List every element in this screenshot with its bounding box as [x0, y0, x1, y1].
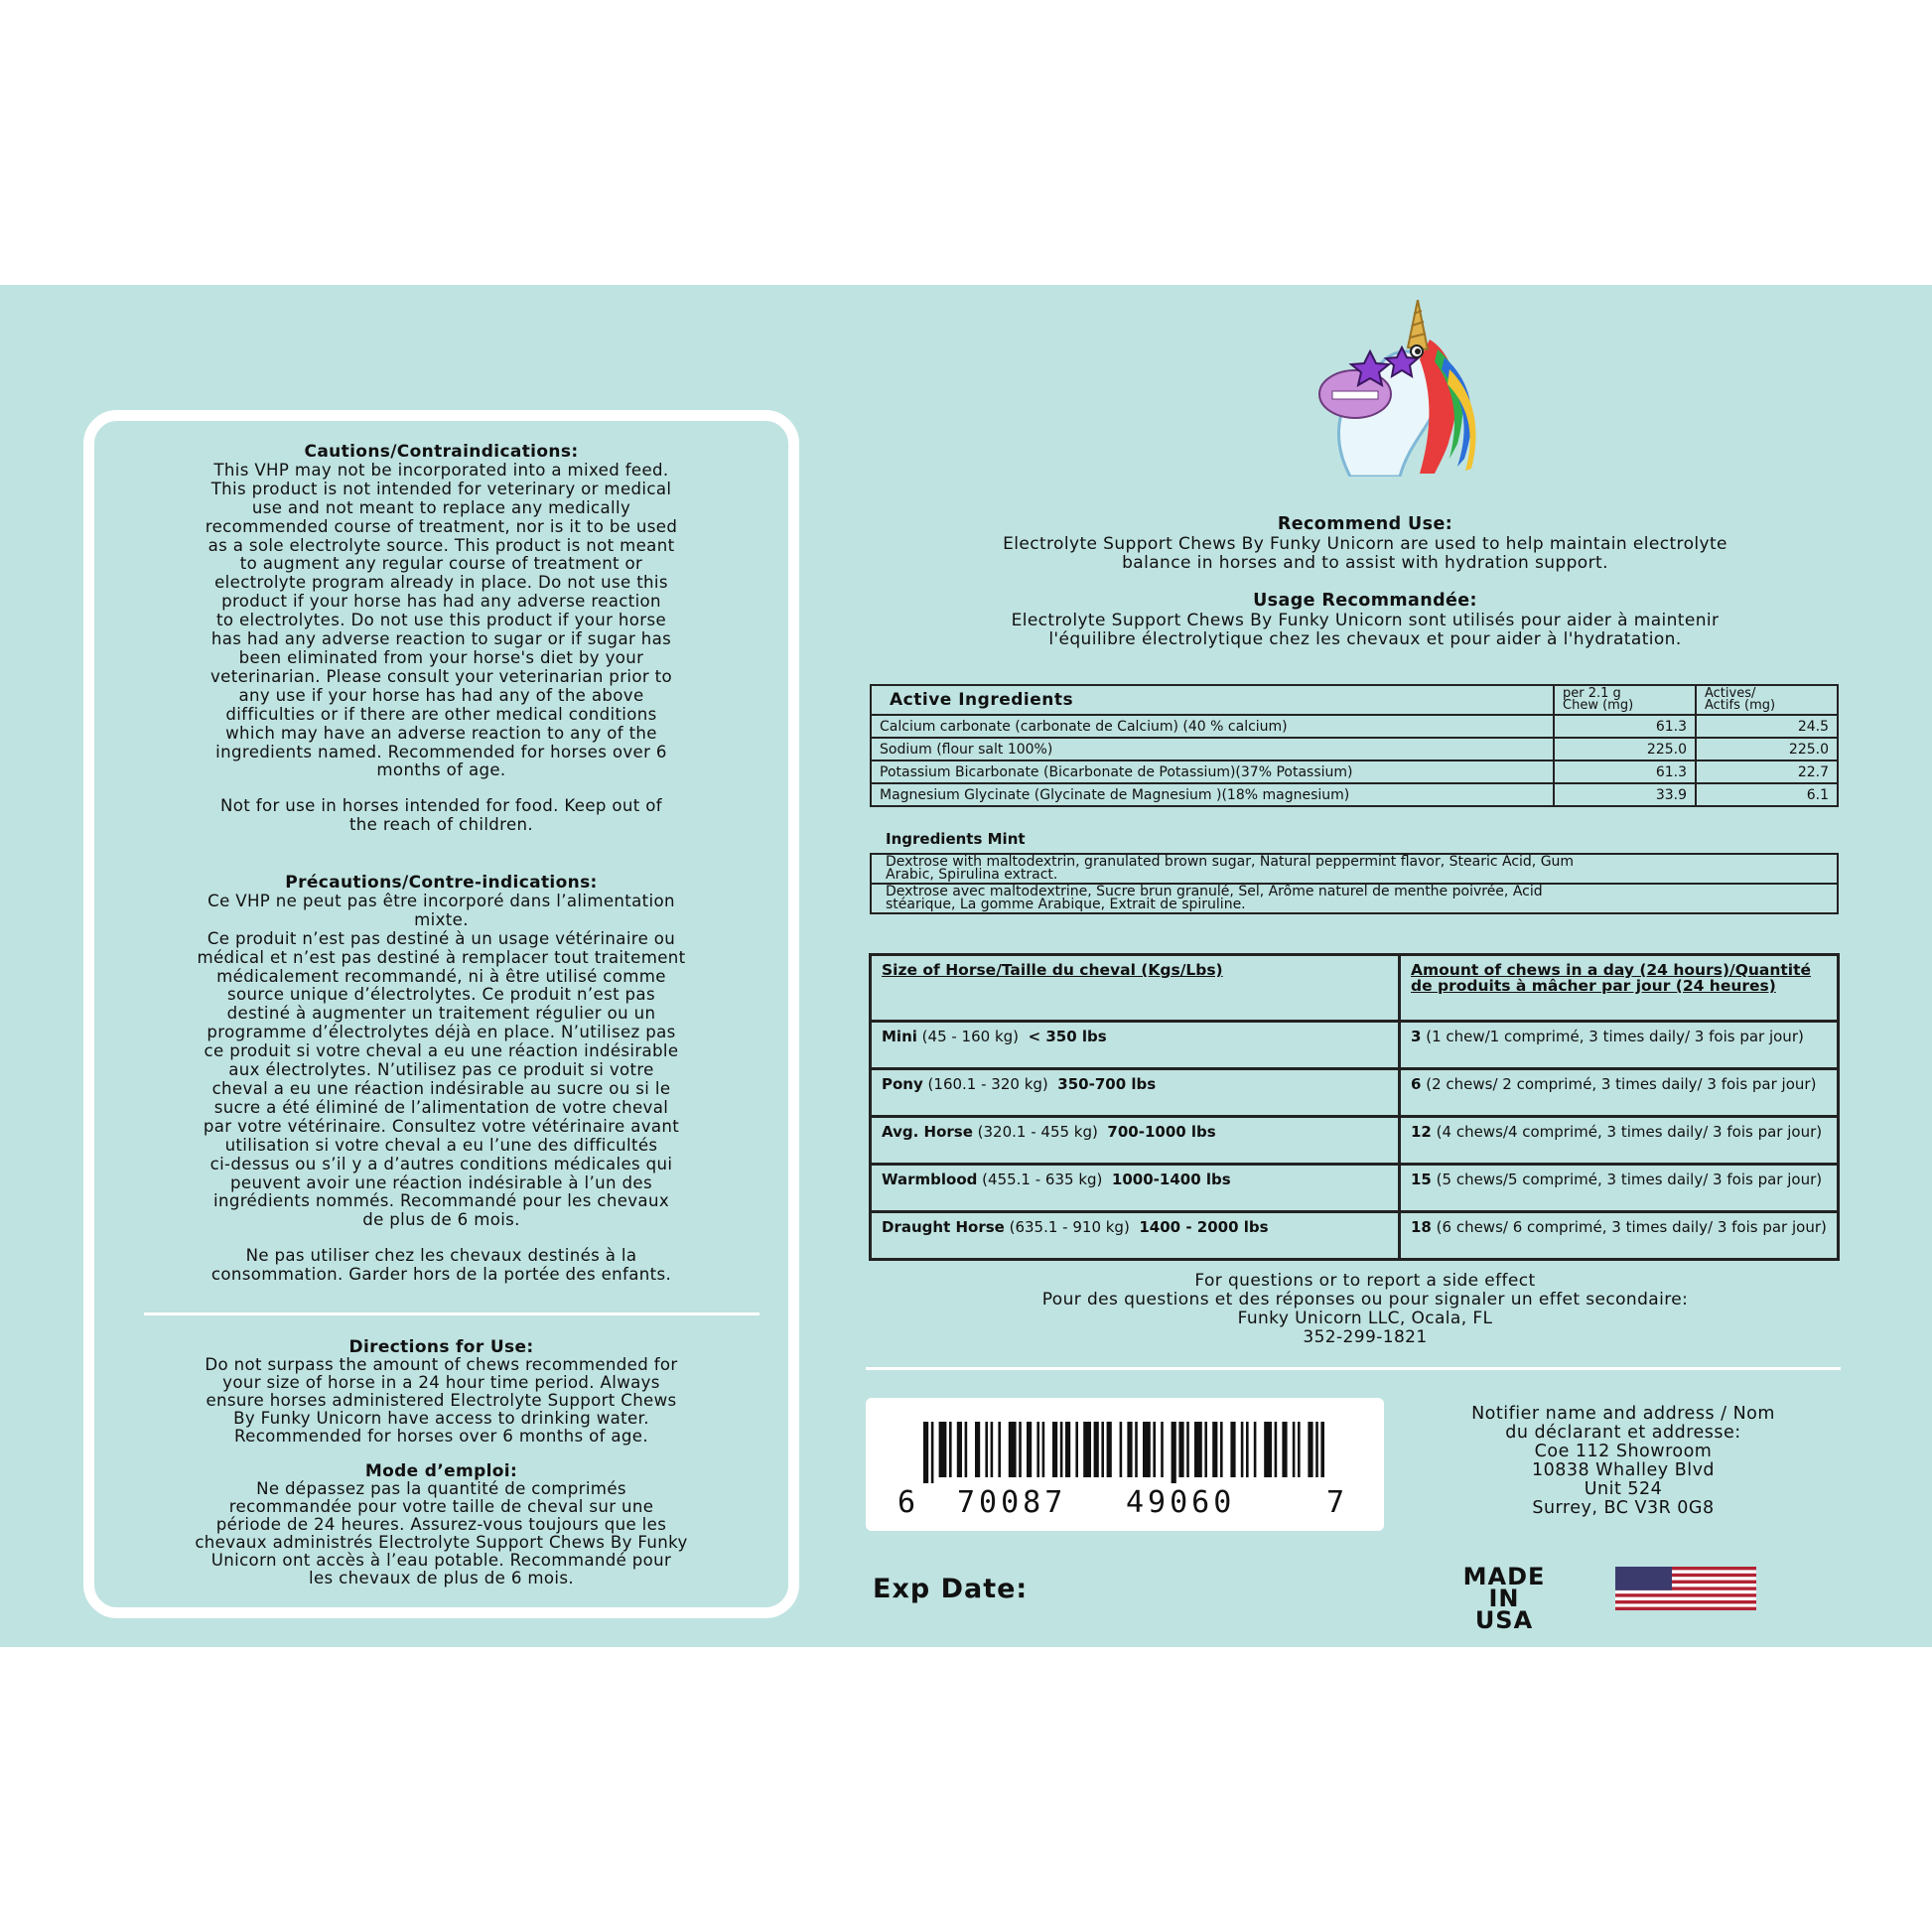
directions-en-heading: Directions for Use: [348, 1337, 534, 1357]
text-line: any use if your horse has had any of the above [238, 685, 644, 705]
table-row [871, 854, 1838, 884]
text-line: to augment any regular course of treatment or [239, 554, 643, 574]
chews-amount-cell: 6 (2 chews/ 2 comprimé, 3 times daily/ 3 fois par jour) [1400, 1069, 1839, 1117]
barcode-digit-group: 7 [1326, 1485, 1349, 1520]
directions-en-section [131, 1338, 752, 1446]
unicorn-mascot-icon [1291, 300, 1479, 477]
text-line: use and not meant to replace any medically [251, 497, 631, 517]
horse-size-header: Size of Horse/Taille du cheval (Kgs/Lbs) [871, 955, 1400, 1022]
chews-amount-header: Amount of chews in a day (24 hours)/Quantité de produits à mâcher par jour (24 heures) [1400, 955, 1839, 1022]
usa-word: USA [1474, 1606, 1534, 1634]
text-line: This product is not intended for veterinary or medical [210, 479, 672, 498]
notifier-text [1425, 1405, 1822, 1518]
text-line: Ne dépassez pas la quantité de comprimés [256, 1479, 626, 1498]
table-row [871, 1212, 1839, 1260]
text-line: Funky Unicorn LLC, Ocala, FL [1237, 1309, 1493, 1328]
text-line: aux électrolytes. N’utilisez pas ce produit si votre [228, 1060, 654, 1080]
text-line: l'équilibre électrolytique chez les chevaux et pour aider à l'hydratation. [1048, 629, 1682, 649]
notifier-address [1425, 1405, 1822, 1518]
barcode-digit-group: 6 [897, 1485, 920, 1520]
ingredients-fr: Dextrose avec maltodextrine, Sucre brun granulé, Sel, Arôme naturel de menthe poivrée, Acid stéarique, La gomme Arabique, Extrait de spiruline. [871, 884, 1838, 913]
directions-en-text [131, 1356, 752, 1446]
text-line: 352-299-1821 [1303, 1327, 1428, 1347]
recommend-fr-heading: Usage Recommandée: [1253, 591, 1477, 611]
text-line: programme d’électrolytes déjà en place. N’utilisez pas [207, 1023, 676, 1042]
text-line: consommation. Garder hors de la portée des enfants. [210, 1265, 672, 1285]
text-line: balance in horses and to assist with hydration support. [1122, 553, 1608, 573]
cautions-fr-section [131, 874, 752, 1285]
text-line: electrolyte program already in place. Do not use this [214, 573, 668, 593]
text-line: which may have an adverse reaction to any of the [225, 723, 657, 743]
text-line: sucre a été éliminé de l’alimentation de votre cheval [213, 1097, 669, 1117]
table-row [871, 1069, 1839, 1117]
text-line: Recommended for horses over 6 months of age. [234, 1427, 648, 1446]
text-line: ci-dessus ou s’il y a d’autres conditions médicales qui [209, 1154, 673, 1173]
text-line: product if your horse has had any adverse reaction [221, 592, 661, 612]
table-row [871, 884, 1838, 913]
cautions-fr-warning [131, 1247, 752, 1285]
left-divider [144, 1312, 759, 1315]
table-row [871, 1022, 1839, 1069]
per-chew-header: per 2.1 g Chew (mg) [1554, 685, 1696, 715]
table-row [871, 760, 1838, 783]
ingredients-mint-title: Ingredients Mint [886, 830, 1026, 848]
text-line: veterinarian. Please consult your veterinarian prior to [210, 666, 672, 686]
text-line: Unit 524 [1584, 1479, 1663, 1499]
text-line: chevaux administrés Electrolyte Support Chews By Funky [195, 1533, 688, 1552]
cautions-fr-heading: Précautions/Contre-indications: [285, 873, 598, 893]
text-line: mixte. [414, 909, 469, 929]
chews-amount-cell: 12 (4 chews/4 comprimé, 3 times daily/ 3 fois par jour) [1400, 1117, 1839, 1165]
exp-date-label: Exp Date: [873, 1574, 1029, 1604]
text-line: Ce VHP ne peut pas être incorporé dans l’alimentation [207, 891, 675, 910]
active-ingredients-header-row [871, 685, 1838, 715]
text-line: par votre vétérinaire. Consultez votre vétérinaire avant [203, 1116, 680, 1136]
directions-fr-heading: Mode d’emploi: [364, 1461, 518, 1481]
cautions-en-text [131, 462, 752, 780]
table-row [871, 1165, 1839, 1212]
chews-amount-cell: 18 (6 chews/ 6 comprimé, 3 times daily/ 3 fois par jour) [1400, 1212, 1839, 1260]
made-word: MADE [1462, 1563, 1546, 1590]
barcode [866, 1398, 1384, 1531]
horse-size-cell: Warmblood (455.1 - 635 kg) 1000-1400 lbs [871, 1165, 1400, 1212]
horse-size-cell: Draught Horse (635.1 - 910 kg) 1400 - 2000 lbs [871, 1212, 1400, 1260]
table-row [871, 715, 1838, 738]
text-line: Surrey, BC V3R 0G8 [1532, 1498, 1715, 1518]
contact-section [874, 1272, 1857, 1347]
barcode-digit-group: 49060 [1126, 1485, 1236, 1520]
text-line: months of age. [376, 760, 506, 780]
text-line: By Funky Unicorn have access to drinking water. [233, 1409, 649, 1428]
cautions-en-warning [131, 797, 752, 835]
text-line: ingredients named. Recommended for horses over 6 [215, 742, 667, 761]
recommend-en-heading: Recommend Use: [1277, 514, 1453, 534]
horse-size-cell: Avg. Horse (320.1 - 455 kg) 700-1000 lbs [871, 1117, 1400, 1165]
text-line: For questions or to report a side effect [1194, 1271, 1536, 1291]
recommend-fr-section [874, 592, 1857, 650]
text-line: the reach of children. [348, 815, 534, 835]
ingredients-en: Dextrose with maltodextrin, granulated brown sugar, Natural peppermint flavor, Stearic Acid, Gum Arabic, Spirulina extract. [871, 854, 1838, 884]
text-line: peuvent avoir une réaction indésirable à l’un des [230, 1173, 652, 1192]
table-row [871, 738, 1838, 760]
text-line: to electrolytes. Do not use this product if your horse [215, 611, 667, 630]
text-line: Ne pas utiliser chez les chevaux destinés à la [245, 1246, 637, 1266]
text-line: Coe 112 Showroom [1534, 1442, 1713, 1461]
ingredient-name: Potassium Bicarbonate (Bicarbonate de Potassium)(37% Potassium) [871, 760, 1554, 783]
text-line: ingrédients nommés. Recommandé pour les chevaux [213, 1191, 669, 1211]
text-line: recommandée pour votre taille de cheval sur une [228, 1497, 654, 1516]
per-chew-value: 225.0 [1554, 738, 1696, 760]
text-line: du déclarant et addresse: [1505, 1423, 1741, 1443]
text-line: utilisation si votre cheval a eu l’une des difficultés [224, 1135, 658, 1155]
active-ingredients-table [870, 684, 1839, 807]
in-word: IN [1488, 1585, 1520, 1612]
cautions-en-heading: Cautions/Contraindications: [304, 442, 579, 462]
text-line: Pour des questions et des réponses ou pour signaler un effet secondaire: [1041, 1290, 1689, 1310]
cautions-en-section [131, 443, 752, 835]
text-line: your size of horse in a 24 hour time period. Always [222, 1373, 660, 1392]
text-line: Notifier name and address / Nom [1471, 1404, 1775, 1424]
text-line: destiné à augmenter un traitement régulier ou un [226, 1004, 656, 1024]
text-line: cheval a eu une réaction indésirable au sucre ou si le [211, 1078, 671, 1098]
active-ingredients-title: Active Ingredients [871, 685, 1554, 715]
actives-value: 24.5 [1696, 715, 1838, 738]
table-row [871, 1117, 1839, 1165]
ingredient-name: Sodium (flour salt 100%) [871, 738, 1554, 760]
table-row [871, 783, 1838, 806]
dosage-header-row [871, 955, 1839, 1022]
barcode-digit-group: 70087 [957, 1485, 1067, 1520]
directions-fr-text [131, 1480, 752, 1587]
horse-size-cell: Pony (160.1 - 320 kg) 350-700 lbs [871, 1069, 1400, 1117]
actives-value: 225.0 [1696, 738, 1838, 760]
text-line: de plus de 6 mois. [362, 1210, 520, 1230]
text-line: been eliminated from your horse's diet by your [238, 647, 644, 667]
recommend-en-text [874, 535, 1857, 574]
text-line: Unicorn ont accès à l’eau potable. Recommandé pour [210, 1551, 672, 1570]
text-line: 10838 Whalley Blvd [1531, 1460, 1716, 1480]
text-line: Electrolyte Support Chews By Funky Unicorn are used to help maintain electrolyte [1003, 533, 1727, 554]
contact-text [874, 1272, 1857, 1347]
usa-flag-icon [1615, 1567, 1756, 1610]
ingredients-mint-table [870, 853, 1839, 914]
text-line: as a sole electrolyte source. This product is not meant [207, 535, 675, 555]
recommend-fr-text [874, 612, 1857, 650]
actives-header: Actives/ Actifs (mg) [1696, 685, 1838, 715]
dosage-table [869, 953, 1840, 1261]
actives-value: 22.7 [1696, 760, 1838, 783]
made-in-usa-label [1442, 1563, 1567, 1634]
text-line: médical et n’est pas destiné à remplacer tout traitement [197, 947, 686, 967]
text-line: ensure horses administered Electrolyte Support Chews [206, 1391, 677, 1410]
directions-fr-section [131, 1462, 752, 1587]
actives-value: 6.1 [1696, 783, 1838, 806]
per-chew-value: 61.3 [1554, 760, 1696, 783]
text-line: difficulties or if there are other medical conditions [225, 704, 657, 724]
text-line: Electrolyte Support Chews By Funky Unicorn sont utilisés pour aider à maintenir [1011, 610, 1720, 630]
horse-size-cell: Mini (45 - 160 kg) < 350 lbs [871, 1022, 1400, 1069]
cautions-fr-text [131, 893, 752, 1230]
text-line: source unique d’électrolytes. Ce produit n’est pas [227, 985, 655, 1005]
ingredient-name: Calcium carbonate (carbonate de Calcium) (40 % calcium) [871, 715, 1554, 738]
recommend-en-section [874, 515, 1857, 574]
text-line: Ce produit n’est pas destiné à un usage vétérinaire ou [207, 928, 676, 948]
text-line: Not for use in horses intended for food. Keep out of [220, 796, 662, 816]
text-line: recommended course of treatment, nor is it to be used [205, 516, 678, 536]
text-line: Do not surpass the amount of chews recommended for [205, 1355, 678, 1374]
chews-amount-cell: 15 (5 chews/5 comprimé, 3 times daily/ 3 fois par jour) [1400, 1165, 1839, 1212]
text-line: ce produit si votre cheval a eu une réaction indésirable [204, 1041, 679, 1061]
text-line: les chevaux de plus de 6 mois. [309, 1569, 574, 1587]
text-line: médicalement recommandé, ni à être utilisé comme [216, 966, 666, 986]
right-divider [866, 1367, 1841, 1370]
per-chew-value: 61.3 [1554, 715, 1696, 738]
text-line: has had any adverse reaction to sugar or if sugar has [210, 629, 672, 649]
chews-amount-cell: 3 (1 chew/1 comprimé, 3 times daily/ 3 fois par jour) [1400, 1022, 1839, 1069]
barcode-bars-icon [923, 1422, 1324, 1483]
text-line: période de 24 heures. Assurez-vous toujours que les [215, 1515, 667, 1534]
ingredient-name: Magnesium Glycinate (Glycinate de Magnesium )(18% magnesium) [871, 783, 1554, 806]
text-line: This VHP may not be incorporated into a mixed feed. [213, 460, 669, 480]
per-chew-value: 33.9 [1554, 783, 1696, 806]
